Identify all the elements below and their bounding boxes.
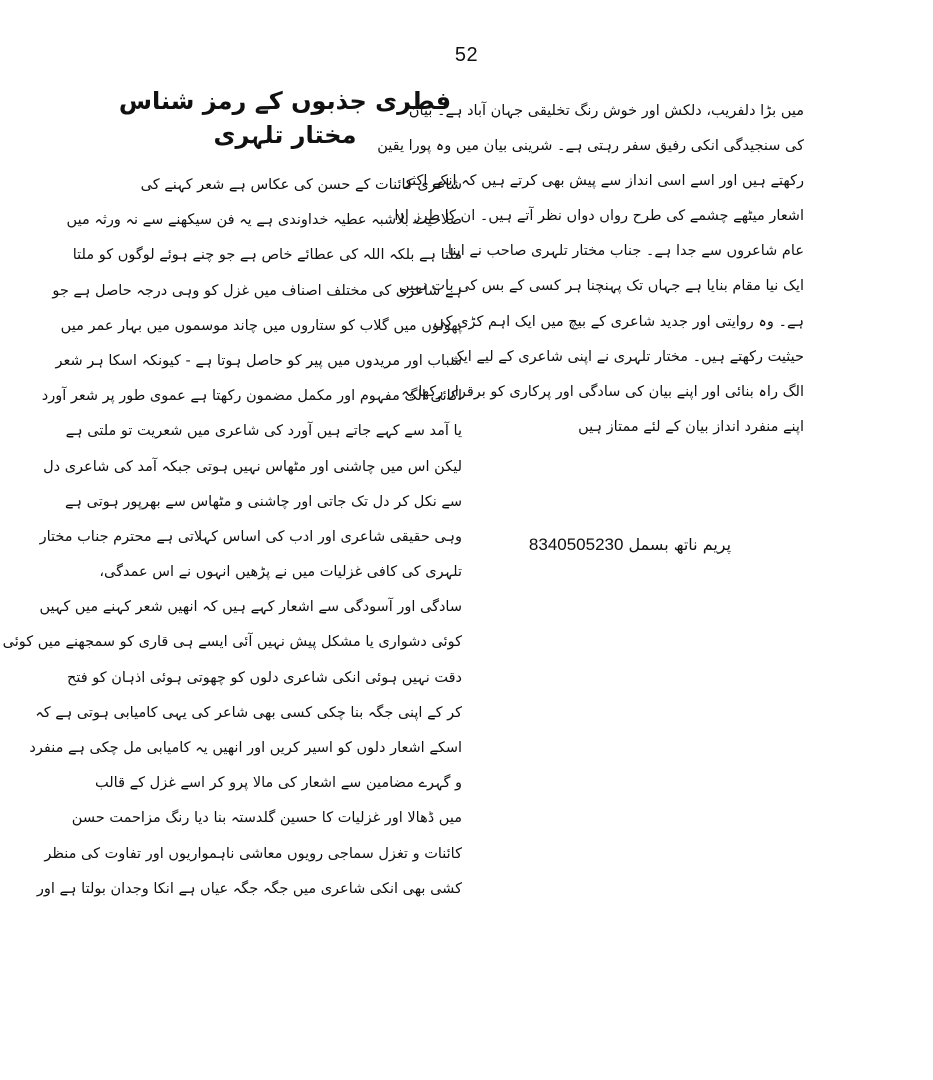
author-signature bbox=[500, 532, 760, 558]
text-line: الگ راہ بنائی اور اپنے بیان کی سادگی اور پرکاری کو برقرار رکھا یہ bbox=[401, 383, 804, 400]
text-line: شباب اور مریدوں میں پیر کو حاصل ہوتا ہے - کیونکہ اسکا ہر شعر bbox=[55, 352, 462, 369]
text-line: ایک نیا مقام بنایا ہے جہاں تک پہنچنا ہر کسی کے بس کی بات نہیں bbox=[398, 278, 804, 295]
text-line: رکھتے ہیں اور اسے اسی انداز سے پیش بھی کرتے ہیں کہ انکے اکثر bbox=[404, 173, 804, 190]
page-number: 52 bbox=[454, 44, 479, 66]
text-line: سادگی اور آسودگی سے اشعار کہے ہیں کہ انھیں شعر کہنے میں کہیں bbox=[39, 599, 462, 616]
text-line: کائنات و تغزل سماجی رویوں معاشی ناہمواریوں اور تفاوت کی منظر bbox=[44, 845, 462, 862]
text-line: کوئی دشواری یا مشکل پیش نہیں آئی ایسے ہی قاری کو سمجھنے میں کوئی bbox=[2, 634, 462, 651]
text-line: دقت نہیں ہوئی انکی شاعری دلوں کو چھوتی ہوئی اذہان کو فتح bbox=[67, 669, 462, 686]
text-line: یا آمد سے کہے جاتے ہیں آورد کی شاعری میں شعریت تو ملتی ہے bbox=[65, 423, 462, 440]
text-line: کر کے اپنی جگہ بنا چکی کسی بھی شاعر کی یہی کامیابی ہوتی ہے کہ bbox=[35, 704, 462, 721]
text-line: اسکے اشعار دلوں کو اسیر کریں اور انھیں یہ کامیابی مل چکی ہے منفرد bbox=[29, 740, 462, 756]
text-line: کی سنجیدگی انکی رفیق سفر رہتی ہے۔ شرینی بیان میں وہ پورا یقین bbox=[377, 138, 804, 155]
text-line: اشعار میٹھے چشمے کی طرح رواں دواں نظر آتے ہیں۔ ان کا طرز ادا bbox=[394, 208, 804, 225]
text-line: عام شاعروں سے جدا ہے۔ جناب مختار تلہری صاحب نے اپنا bbox=[447, 243, 804, 260]
text-line: حیثیت رکھتے ہیں۔ مختار تلہری نے اپنی شاعری کے لیے ایک bbox=[450, 348, 804, 365]
text-line: میں بڑا دلفریب، دلکش اور خوش رنگ تخلیقی جہان آباد ہے۔ بیان bbox=[408, 103, 804, 119]
text-line: تلہری کی کافی غزلیات میں نے پڑھیں انہوں نے اس عمدگی، bbox=[99, 564, 462, 581]
text-line: کشی بھی انکی شاعری میں جگہ جگہ عیاں ہے انکا وجدان بولتا ہے اور bbox=[36, 880, 462, 897]
text-line: لیکن اس میں چاشنی اور مٹھاس نہیں ہوتی جبکہ آمد کی شاعری دل bbox=[43, 458, 462, 475]
text-line: میں ڈھالا اور غزلیات کا حسین گلدستہ بنا دیا رنگ مزاحمت حسن bbox=[71, 810, 462, 827]
text-line: ہے۔ وہ روایتی اور جدید شاعری کے بیچ میں ایک اہم کڑی کی bbox=[433, 313, 804, 330]
right-column bbox=[377, 94, 804, 445]
text-line: پھولوں میں گلاب کو ستاروں میں چاند موسموں میں بہار عمر میں bbox=[60, 317, 462, 334]
text-line: ملتا ہے بلکہ اللہ کی عطائے خاص ہے جو چنے ہوئے لوگوں کو ملتا bbox=[72, 247, 462, 264]
text-line: و گہرے مضامین سے اشعار کی مالا پرو کر اسے غزل کے قالب bbox=[95, 775, 462, 792]
text-line: صلاحیت بلاشبہ عطیہ خداوندی ہے یہ فن سیکھنے سے نہ ورثہ میں bbox=[66, 212, 462, 229]
text-line: شاعری کائنات کے حسن کی عکاس ہے شعر کہنے کی bbox=[140, 177, 462, 193]
text-line: وہی حقیقی شاعری اور ادب کی اساس کہلاتی ہے محترم جناب مختار bbox=[39, 528, 462, 545]
text-line: اپنے منفرد انداز بیان کے لئے ممتاز ہیں bbox=[578, 418, 804, 435]
author-name: پریم ناتھ بسمل bbox=[628, 535, 732, 554]
author-phone: 8340505230 bbox=[528, 535, 624, 554]
text-line: اکائی الگ مفہوم اور مکمل مضمون رکھتا ہے عموی طور پر شعر آورد bbox=[41, 388, 462, 405]
text-line: سے نکل کر دل تک جاتی اور چاشنی و مٹھاس سے بھرپور ہوتی ہے bbox=[65, 493, 462, 510]
article-title: فطری جذبوں کے رمز شناس مختار تلہری bbox=[118, 87, 452, 149]
text-line: ہے شاعری کی مختلف اصناف میں غزل کو وہی درجہ حاصل ہے جو bbox=[52, 282, 462, 299]
